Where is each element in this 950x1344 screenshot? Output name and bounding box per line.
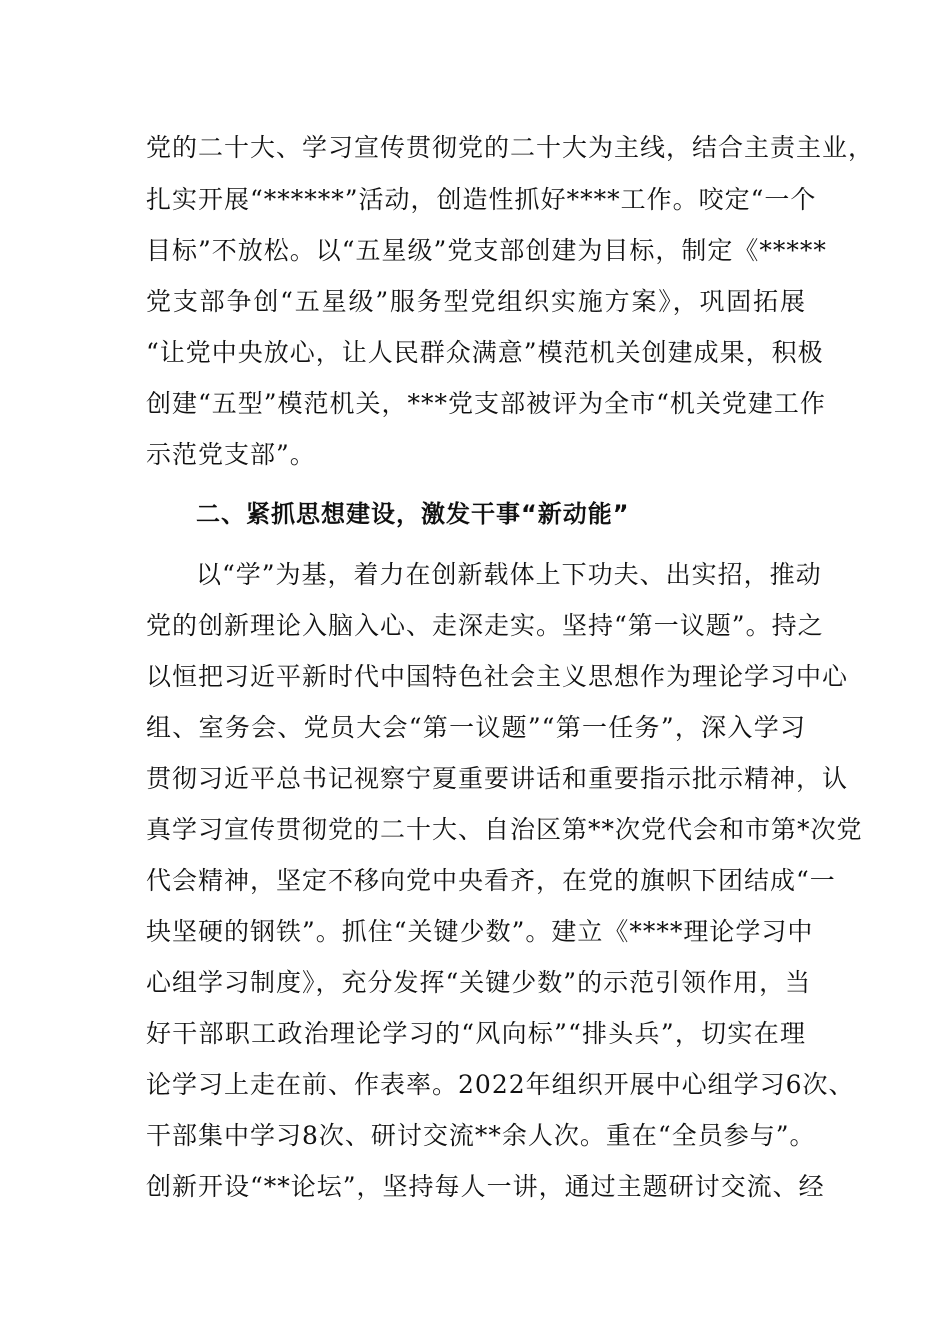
paragraph-2-line-4: 组、室务会、党员大会“第一议题”“第一任务”，深入学习: [146, 713, 806, 742]
paragraph-2-line-1: 以“学”为基，着力在创新载体上下功夫、出实招，推动: [196, 560, 822, 589]
paragraph-1-line-5: “让党中央放心，让人民群众满意”模范机关创建成果，积极: [146, 338, 824, 367]
paragraph-1-line-4: 党支部争创“五星级”服务型党组织实施方案》，巩固拓展: [146, 287, 806, 316]
paragraph-1-line-2: 扎实开展“******”活动，创造性抓好****工作。咬定“一个: [146, 185, 817, 214]
paragraph-2-line-3: 以恒把习近平新时代中国特色社会主义思想作为理论学习中心: [146, 662, 849, 691]
paragraph-2-line-6: 真学习宣传贯彻党的二十大、自治区第**次党代会和市第*次党: [146, 815, 863, 844]
paragraph-2-line-11: 论学习上走在前、作表率。2022年组织开展中心组学习6次、: [146, 1070, 855, 1099]
section-2-heading: 二、紧抓思想建设，激发干事“新动能”: [196, 500, 630, 528]
paragraph-2-line-9: 心组学习制度》，充分发挥“关键少数”的示范引领作用，当: [146, 968, 812, 997]
paragraph-2-line-2: 党的创新理论入脑入心、走深走实。坚持“第一议题”。持之: [146, 611, 824, 640]
paragraph-2-line-7: 代会精神，坚定不移向党中央看齐，在党的旗帜下团结成“一: [146, 866, 836, 895]
paragraph-1-line-6: 创建“五型”模范机关，***党支部被评为全市“机关党建工作: [146, 389, 826, 418]
paragraph-2-line-5: 贯彻习近平总书记视察宁夏重要讲话和重要指示批示精神，认: [146, 764, 849, 793]
paragraph-2-line-13: 创新开设“**论坛”，坚持每人一讲，通过主题研讨交流、经: [146, 1172, 825, 1201]
paragraph-2-line-12: 干部集中学习8次、研讨交流**余人次。重在“全员参与”。: [146, 1121, 816, 1150]
paragraph-2-line-8: 块坚硬的钢铁”。抓住“关键少数”。建立《****理论学习中: [146, 917, 814, 946]
paragraph-1-line-3: 目标”不放松。以“五星级”党支部创建为目标，制定《*****: [146, 236, 827, 265]
paragraph-2-line-10: 好干部职工政治理论学习的“风向标”“排头兵”，切实在理: [146, 1019, 806, 1048]
paragraph-1-line-1: 党的二十大、学习宣传贯彻党的二十大为主线，结合主责主业，: [146, 133, 875, 162]
paragraph-1-line-7: 示范党支部”。: [146, 440, 316, 469]
